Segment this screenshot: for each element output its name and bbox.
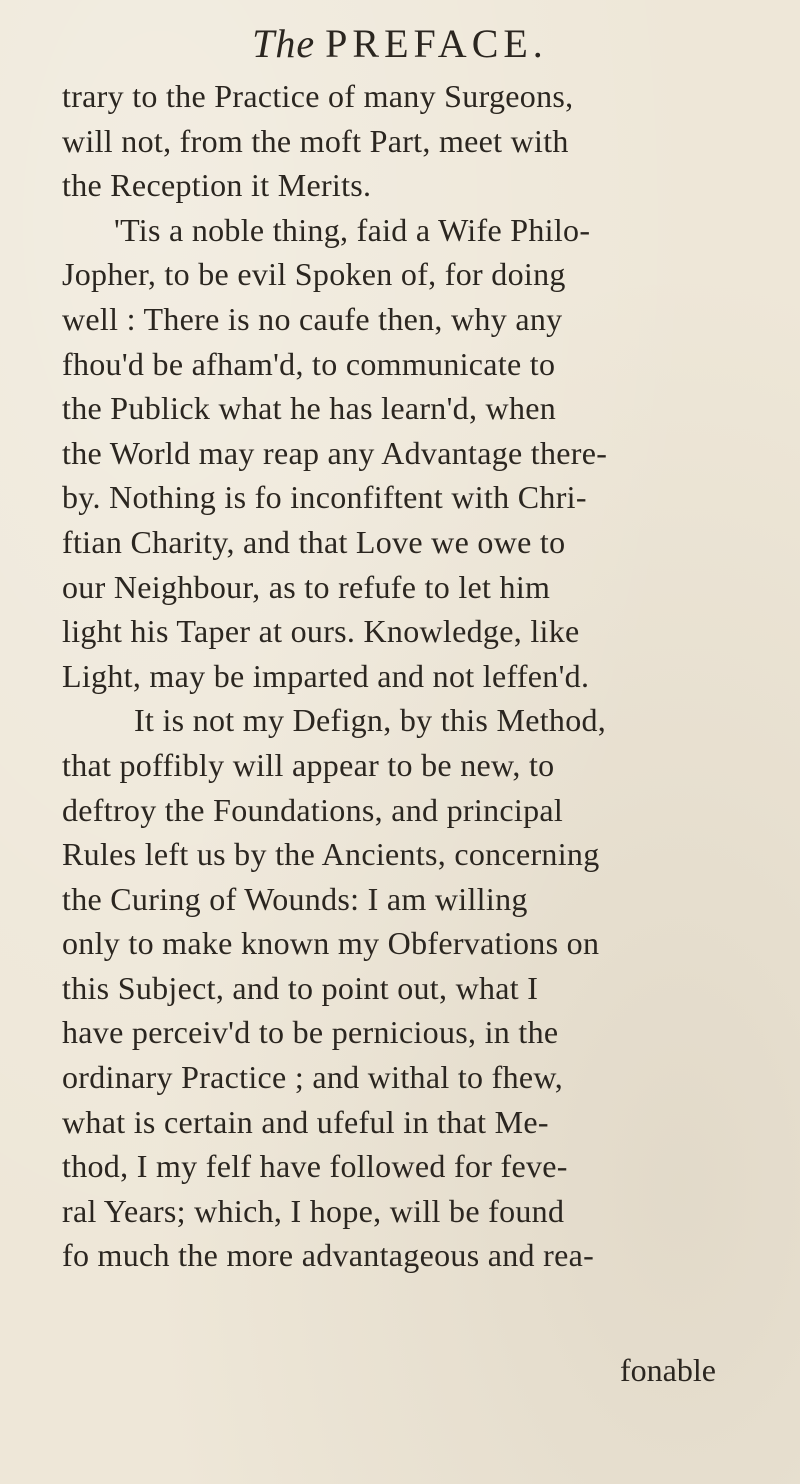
text-line: the Publick what he has learn'd, when bbox=[62, 390, 557, 427]
text-line: the Reception it Merits. bbox=[62, 167, 372, 204]
text-line: ral Years; which, I hope, will be found bbox=[62, 1192, 565, 1229]
text-line: 'Tis a noble thing, faid a Wife Philo- bbox=[114, 211, 591, 248]
text-line: well : There is no caufe then, why any bbox=[62, 300, 563, 337]
text-line: Rules left us by the Ancients, concerning bbox=[62, 836, 600, 873]
text-line: Light, may be imparted and not leffen'd. bbox=[62, 657, 590, 694]
text-line: It is not my Defign, by this Method, bbox=[134, 702, 607, 739]
text-line: only to make known my Obfervations on bbox=[62, 925, 600, 962]
text-line: Jopher, to be evil Spoken of, for doing bbox=[62, 256, 566, 293]
text-line: what is certain and ufeful in that Me- bbox=[62, 1103, 549, 1140]
text-line: that poffibly will appear to be new, to bbox=[62, 746, 555, 783]
text-line: trary to the Practice of many Surgeons, bbox=[62, 78, 574, 114]
text-line: fo much the more advantageous and rea- bbox=[62, 1237, 595, 1274]
running-header bbox=[0, 20, 800, 67]
text-line: light his Taper at ours. Knowledge, like bbox=[62, 613, 580, 650]
header-the: The bbox=[252, 21, 316, 66]
text-line: have perceiv'd to be pernicious, in the bbox=[62, 1014, 559, 1051]
catchword: fonable bbox=[620, 1352, 716, 1388]
text-line: by. Nothing is fo inconfiftent with Chri- bbox=[62, 479, 587, 516]
text-line: the World may reap any Advantage there- bbox=[62, 434, 608, 471]
text-line: this Subject, and to point out, what I bbox=[62, 969, 539, 1006]
text-line: fhou'd be afham'd, to communicate to bbox=[62, 345, 556, 382]
bottom-margin bbox=[0, 1400, 800, 1484]
text-line: will not, from the moft Part, meet with bbox=[62, 122, 569, 159]
text-line: ordinary Practice ; and withal to fhew, bbox=[62, 1059, 564, 1096]
text-line: thod, I my felf have followed for feve- bbox=[62, 1148, 568, 1185]
text-line: the Curing of Wounds: I am willing bbox=[62, 880, 528, 917]
header-title: PREFACE. bbox=[325, 21, 548, 66]
text-line: deftroy the Foundations, and principal bbox=[62, 791, 564, 828]
text-line: our Neighbour, as to refufe to let him bbox=[62, 568, 551, 605]
preface-body bbox=[62, 74, 777, 1278]
text-line: ftian Charity, and that Love we owe to bbox=[62, 523, 566, 560]
